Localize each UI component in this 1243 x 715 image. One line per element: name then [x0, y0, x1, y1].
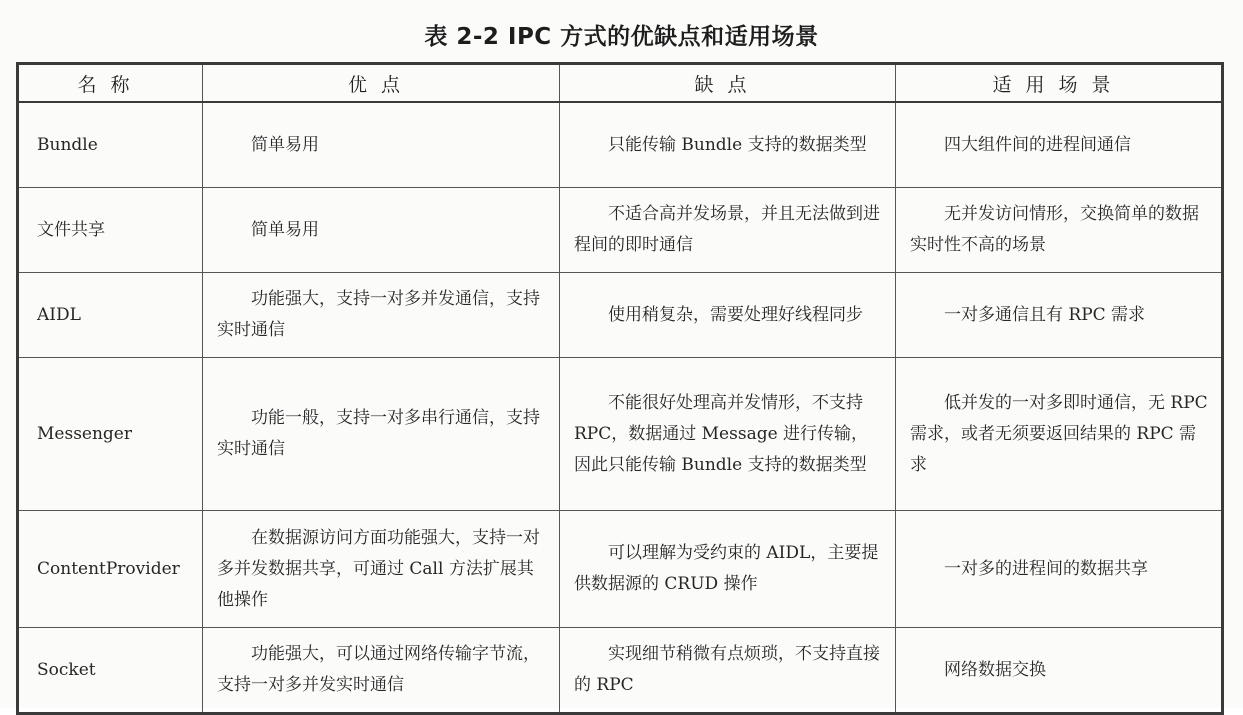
ipc-comparison-table	[16, 62, 1224, 715]
cell-cons: 使用稍复杂，需要处理好线程同步	[560, 273, 896, 358]
cell-name: 文件共享	[18, 188, 203, 273]
cell-pros: 简单易用	[203, 102, 560, 188]
cell-scene: 无并发访问情形，交换简单的数据实时性不高的场景	[896, 188, 1223, 273]
cell-cons: 实现细节稍微有点烦琐，不支持直接的 RPC	[560, 628, 896, 714]
cell-scene: 网络数据交换	[896, 628, 1223, 714]
cell-pros: 功能强大，支持一对多并发通信，支持实时通信	[203, 273, 560, 358]
cell-cons: 不适合高并发场景，并且无法做到进程间的即时通信	[560, 188, 896, 273]
table-row	[18, 273, 1223, 358]
table-row	[18, 358, 1223, 511]
header-cons: 缺点	[560, 64, 896, 103]
cell-scene: 一对多通信且有 RPC 需求	[896, 273, 1223, 358]
header-pros: 优点	[203, 64, 560, 103]
table-header-row	[18, 64, 1223, 103]
cell-pros: 简单易用	[203, 188, 560, 273]
cell-cons: 可以理解为受约束的 AIDL，主要提供数据源的 CRUD 操作	[560, 511, 896, 628]
header-name: 名称	[18, 64, 203, 103]
cell-name: AIDL	[18, 273, 203, 358]
cell-name: Bundle	[18, 102, 203, 188]
header-scene: 适用场景	[896, 64, 1223, 103]
table-row	[18, 102, 1223, 188]
cell-name: Messenger	[18, 358, 203, 511]
cell-name: ContentProvider	[18, 511, 203, 628]
cell-pros: 在数据源访问方面功能强大，支持一对多并发数据共享，可通过 Call 方法扩展其他操作	[203, 511, 560, 628]
table-row	[18, 628, 1223, 714]
table-row	[18, 188, 1223, 273]
table-caption: 表 2-2 IPC 方式的优缺点和适用场景	[424, 24, 819, 50]
cell-scene: 一对多的进程间的数据共享	[896, 511, 1223, 628]
cell-cons: 不能很好处理高并发情形，不支持 RPC，数据通过 Message 进行传输，因此只能传输 Bundle 支持的数据类型	[560, 358, 896, 511]
cell-name: Socket	[18, 628, 203, 714]
cell-scene: 四大组件间的进程间通信	[896, 102, 1223, 188]
table-row	[18, 511, 1223, 628]
cell-pros: 功能强大，可以通过网络传输字节流，支持一对多并发实时通信	[203, 628, 560, 714]
cell-pros: 功能一般，支持一对多串行通信，支持实时通信	[203, 358, 560, 511]
cell-scene: 低并发的一对多即时通信，无 RPC 需求，或者无须要返回结果的 RPC 需求	[896, 358, 1223, 511]
cell-cons: 只能传输 Bundle 支持的数据类型	[560, 102, 896, 188]
